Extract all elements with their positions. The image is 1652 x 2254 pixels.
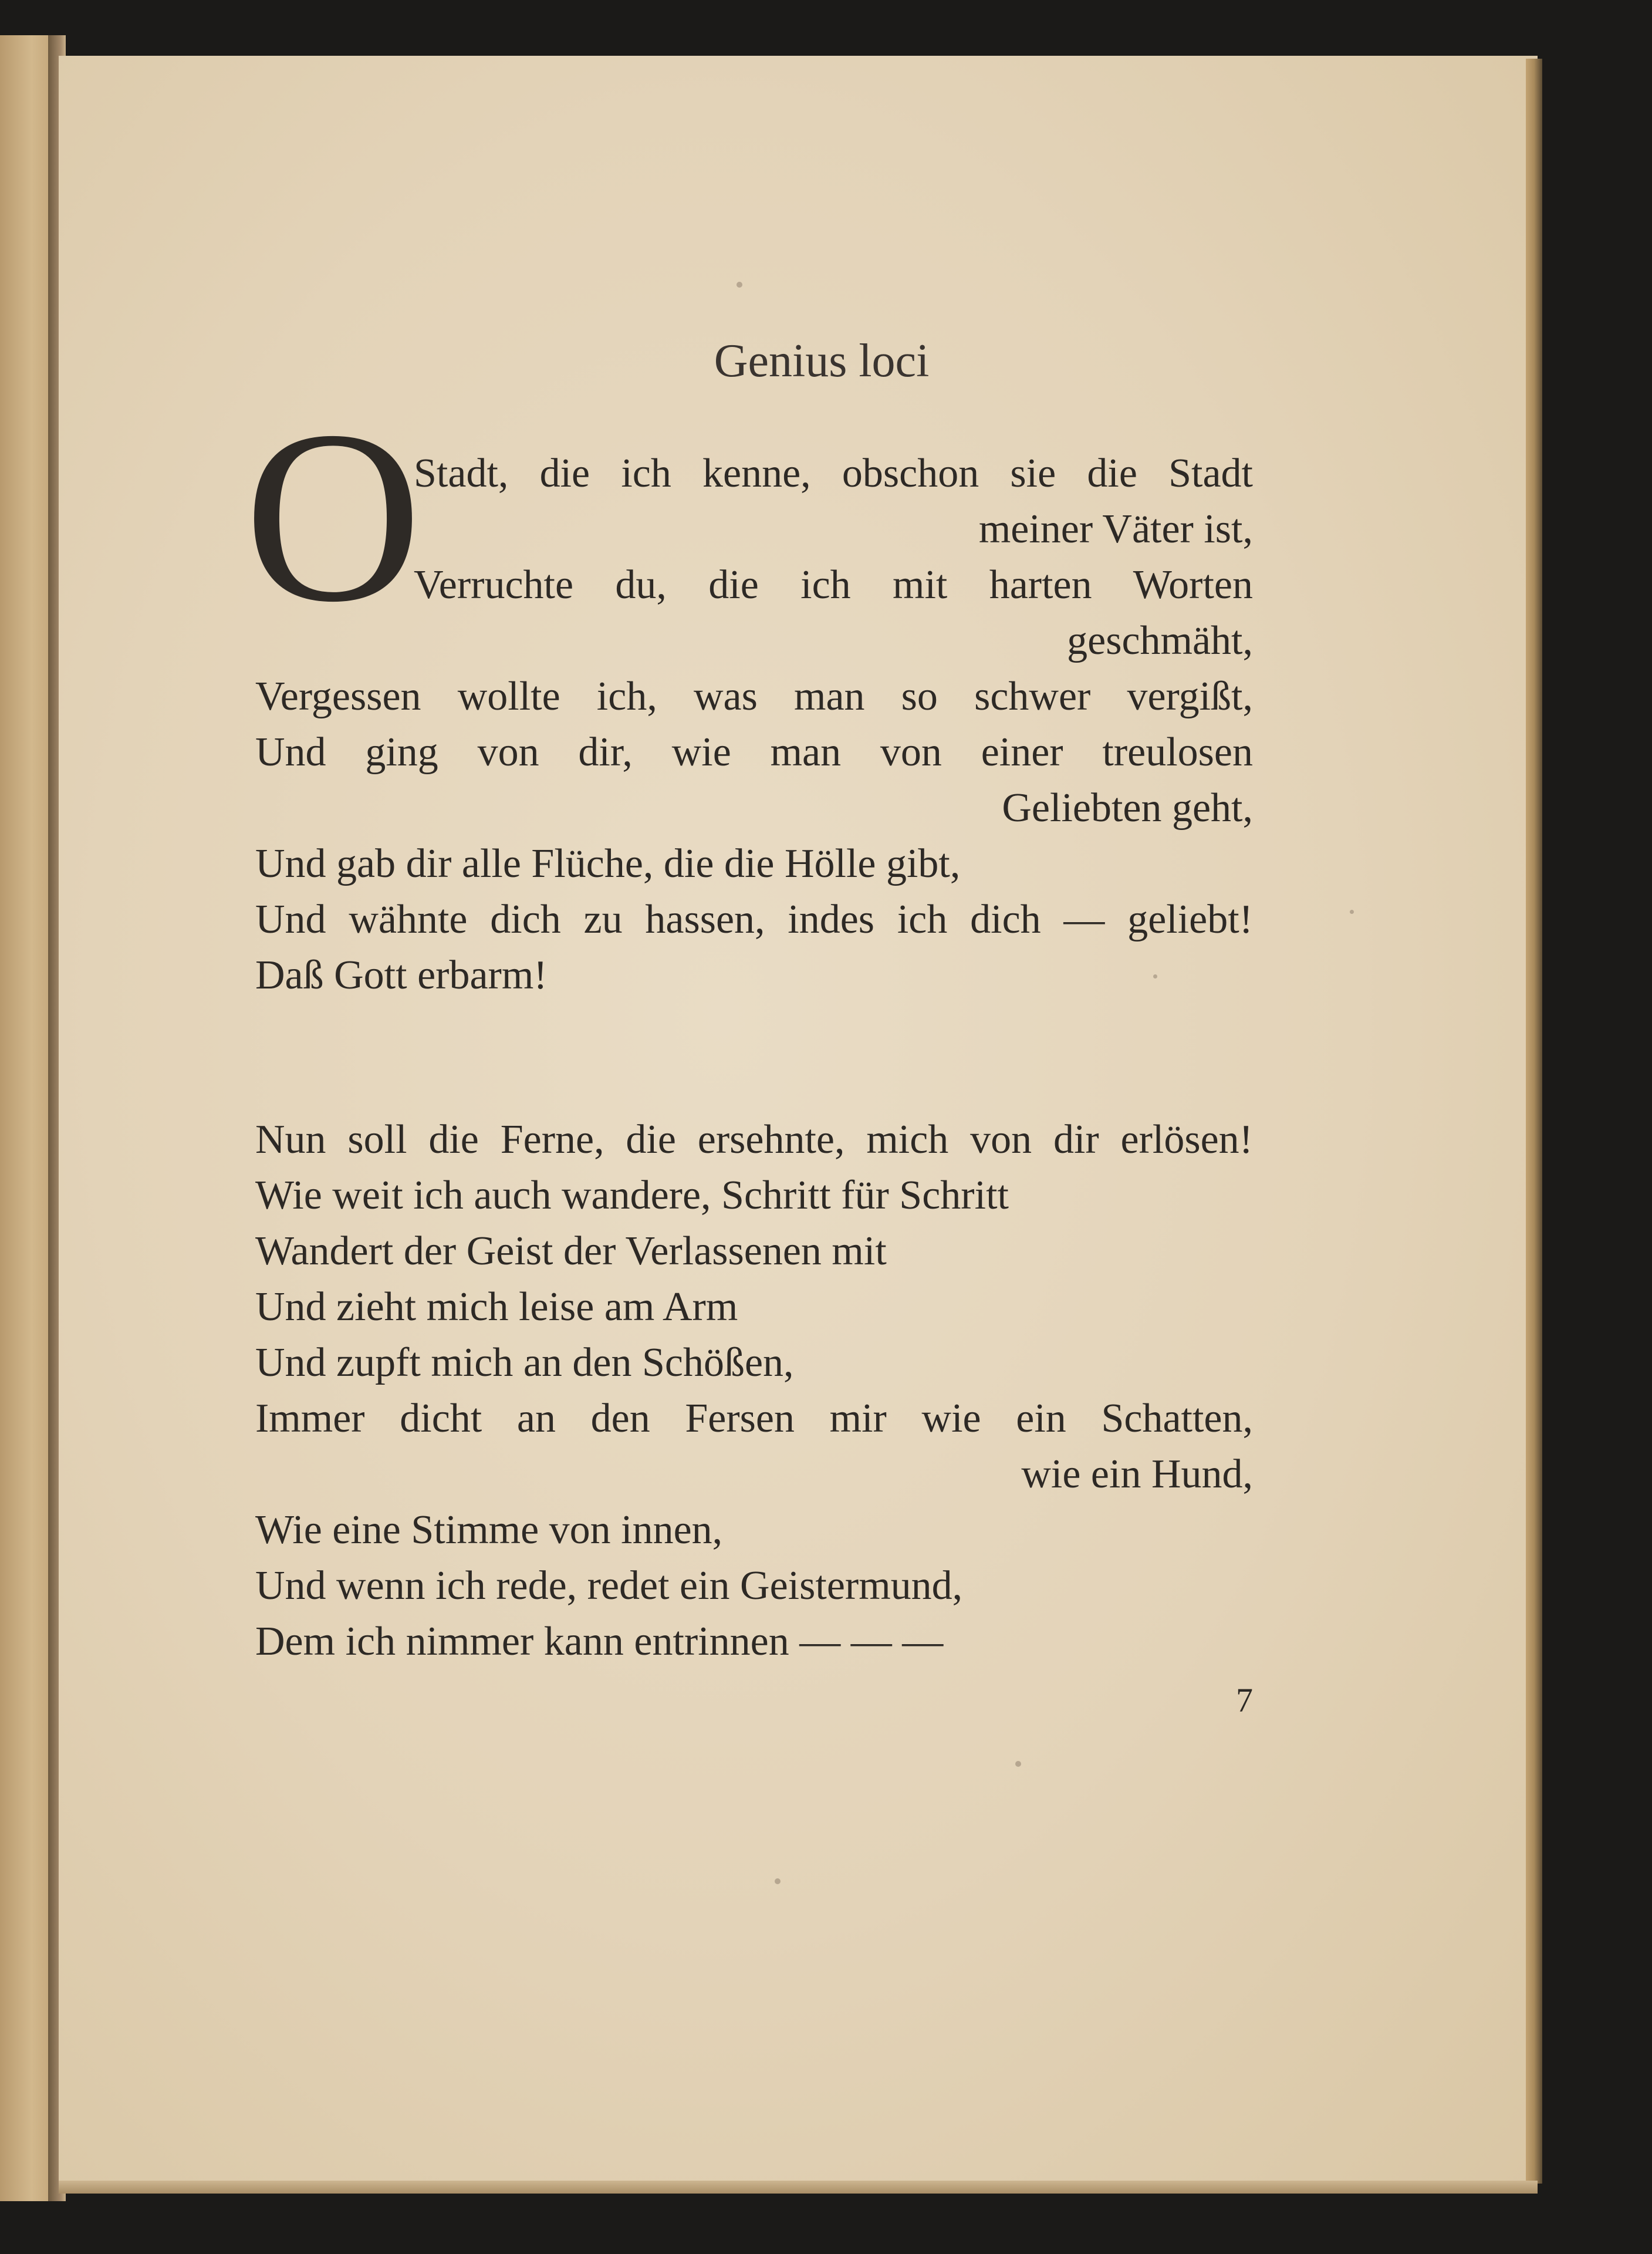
poem-line: Und ging von dir, wie man von einer treulosen xyxy=(255,730,1253,775)
poem-line: geschmäht, xyxy=(1067,618,1253,663)
page-edge-right xyxy=(1526,59,1542,2184)
poem-line: Wie eine Stimme von innen, xyxy=(255,1507,723,1553)
poem-line: Dem ich nimmer kann entrinnen — — — xyxy=(255,1619,944,1664)
page-number: 7 xyxy=(1236,1681,1253,1719)
poem-line: Und wenn ich rede, redet ein Geistermund, xyxy=(255,1563,963,1608)
paper-speck xyxy=(1015,1761,1021,1767)
poem-line: Und zupft mich an den Schößen, xyxy=(255,1340,794,1385)
poem-line: Nun soll die Ferne, die ersehnte, mich von dir erlösen! xyxy=(255,1117,1253,1162)
poem-line: Wandert der Geist der Verlassenen mit xyxy=(255,1229,887,1274)
paper-speck xyxy=(1350,910,1354,914)
poem-line: meiner Väter ist, xyxy=(978,507,1253,552)
drop-cap-letter: O xyxy=(244,380,423,653)
previous-page-edge xyxy=(0,35,53,2201)
poem-line: Vergessen wollte ich, was man so schwer vergißt, xyxy=(255,674,1253,719)
paper-speck xyxy=(775,1878,781,1884)
page-edge-bottom xyxy=(59,2181,1538,2194)
poem-line: Und gab dir alle Flüche, die die Hölle gibt, xyxy=(255,841,961,886)
paper-speck xyxy=(737,282,742,288)
poem-line: Geliebten geht, xyxy=(1002,785,1253,831)
poem-line: Stadt, die ich kenne, obschon sie die Stadt xyxy=(414,451,1253,496)
poem-line: Und zieht mich leise am Arm xyxy=(255,1284,738,1330)
poem-line: Und wähnte dich zu hassen, indes ich dich — geliebt! xyxy=(255,897,1253,942)
poem-line: Immer dicht an den Fersen mir wie ein Schatten, xyxy=(255,1396,1253,1441)
poem-line: Daß Gott erbarm! xyxy=(255,953,548,998)
poem-line: wie ein Hund, xyxy=(1021,1452,1253,1497)
poem-line: Verruchte du, die ich mit harten Worten xyxy=(414,562,1253,608)
paper-speck xyxy=(1153,974,1157,978)
poem-title: Genius loci xyxy=(714,335,930,387)
poem-line: Wie weit ich auch wandere, Schritt für Schritt xyxy=(255,1173,1009,1218)
